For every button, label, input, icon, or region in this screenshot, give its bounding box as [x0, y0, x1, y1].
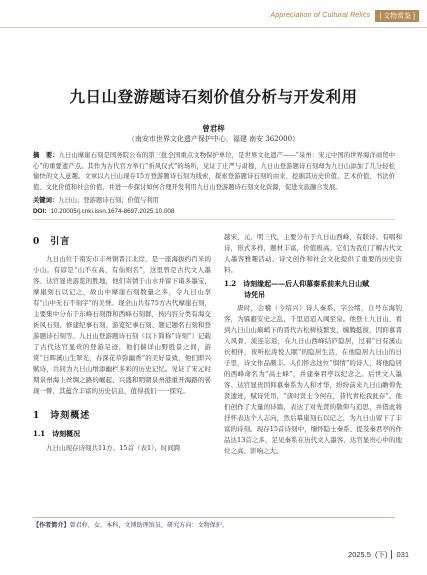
- subsection-heading-1-1: 1.1 诗刻概况: [33, 429, 81, 438]
- issue-tag: (下): [374, 550, 388, 559]
- footnote-label: 【作者简介】: [33, 522, 70, 529]
- section-heading-intro: 0 引言: [33, 237, 71, 247]
- author-name: 曾君梓: [202, 124, 225, 133]
- overview-paragraph-start: 九日山现存诗刻共11方、15首（表1），时间跨: [46, 444, 181, 452]
- page-footer: [348, 549, 409, 560]
- footnote-divider: [33, 517, 395, 518]
- origin-paragraph: 唐时，会稽（今绍兴）诗人秦系，字公绪，自号东海钓客，为躲避安史之乱，千里迢迢入闽至泉。他登上九日山，看到九日山山巅峭下的晋代古松树枝繁发、缠腾挺拔，因仰慕晋人风骨，流连忘返，在九日山西峰结庐隐居，过着“日有溪山长相伴，夜听松涛悦人眠”的隐居生活，在他隐居九日山的日子里，诗文作品颇丰。人们怀念这位“悯情”的诗人，将他隐居的西峰命名为“高士峰”，并建秦君亭以纪念之。后世文人墨客、达官显贵因仰慕秦系为人和才华，纷纷前来九日山瞻仰先贤遗迹，赋诗凭吊，“唐时贤士今何在，昔代青松我此存”。他们创作了大量的诗篇，表达了对先贤的敬仰与追思，并借此将抒怀表达个人志向，然后摹崖刻石以记之，为九日山留下了丰富的诗刻。现存15首诗刻中，缅怀隐士秦系、提及秦君亭的作品达13首之多，足见秦系在历代文人墨客、达官显贵心中的地位之高、影响之大。: [224, 304, 402, 455]
- keywords-text: 九日山；登游题诗石刻；价值与利用: [58, 197, 159, 204]
- column-en-label: Appreciation of Cultural Relics: [270, 12, 371, 19]
- doi-link[interactable]: 10.20005/j.cnki.issn.1674-8697.2025.10.008: [50, 208, 175, 215]
- subsection-heading-1-2-line1: 1.2 诗刻缘起——后人仰慕秦系前来九日山赋: [224, 279, 370, 288]
- doi: [33, 207, 395, 217]
- column-tag: [270, 9, 419, 22]
- left-column: [33, 234, 211, 454]
- column-cn-label: | 文物赏鉴 ]: [375, 10, 419, 22]
- keywords: [33, 196, 395, 206]
- doi-label: DOI：: [33, 208, 51, 215]
- page-header: [0, 0, 427, 24]
- article-title: 九日山登游题诗石刻价值分析与开发利用: [69, 87, 358, 106]
- issue-date: 2025.5: [348, 550, 371, 559]
- footnote-text: 曾君梓，女，本科，文博助理馆员，研究方向：文物保护。: [69, 522, 228, 529]
- abstract: [33, 151, 395, 193]
- abstract-text: 九日山摩崖石刻是国务院公布的第三批全国重点文物保护单位，是世界文化遗产——“泉州：宋元中国的世界海洋商贸中心”的重要遗产点。其作为古代官方举行“祈风仪式”的场所，见证了庄严与肃穆，九日山登游题诗石刻却为九日山添加了几分轻松愉快的文人意趣。文章以九日山现存15方登游题诗石刻为线索，探索登游题诗石刻的由来，挖掘其历史价值、艺术价值、书法价值、文化价值和社会价值，并进一步探讨如何合理开发利用九日山登游题诗石刻文化资源，促进文旅融合发展。: [33, 152, 395, 191]
- footer-separator: [391, 550, 392, 559]
- abstract-divider: [33, 219, 395, 220]
- page-number: 031: [396, 550, 409, 559]
- keywords-label: 关键词：: [33, 197, 59, 204]
- author-affiliation: （南安市世界文化遗产保护中心，福建 南安 362000）: [127, 135, 300, 143]
- abstract-label: 摘 要：: [33, 152, 59, 159]
- section-heading-overview: 1 诗刻概述: [33, 411, 91, 421]
- right-column: [224, 232, 402, 457]
- author-bio-footnote: [33, 521, 395, 530]
- intro-paragraph: 九日山位于南安市丰州镇晋江北岸，是一座海拔约百米的小山。有谚是“山不在高，有仙则名”，这里曾是古代文人墨客、达官显贵游览的胜地，他们寄情于山水并留下诸多墨宝，摩崖刻石以记之，故山中摩崖石刻数量之多，令九日山享有“山中无石不刻字”的美誉。现全山共有75方古代摩崖石刻，主要集中分布于东峰石刻群和西峰石刻群，按内容分类有海交祈风石刻、修建纪事石刻、游览纪事石刻、题记题名石刻和登游题诗石刻等。九日山登游题诗石刻（以下简称“诗刻”）记载了古代达官显贵的登游足迹，他们揣详山野胜景之间，游赏“日晖溪山生翠光，春深花草弥幽香”的美好景致，他们即兴赋诗，共同为九日山增添幽栏多彩的历史记忆。见证了宋元时期泉州海上丝绸之路的崛起、兴盛和明朝泉州港重开海路的晷现一瞥，其蕴含丰富的历史信息，值得我们一一探究。: [33, 255, 211, 395]
- header-divider: [0, 27, 427, 28]
- subsection-heading-1-2-line2: 诗凭吊: [244, 290, 265, 299]
- overview-paragraph-cont: 越宋、元、明三代，主要分布于九日山西峰，有联诗、有唱和诗，形式多样，题材丰富，价值极高。它们为我们了解古代文人墨客雅趣活动、诗文创作和社会文化提供了重要的历史资料。: [224, 233, 402, 274]
- subsection-heading-1-2: [224, 278, 402, 300]
